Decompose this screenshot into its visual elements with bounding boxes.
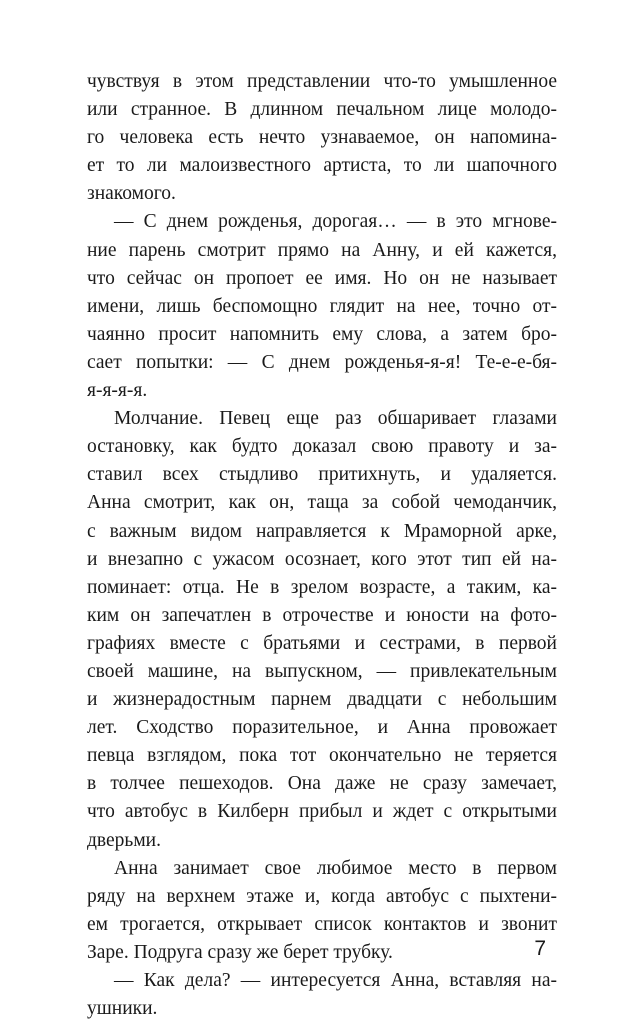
paragraph xyxy=(87,68,557,208)
text-line: Заре. Подруга сразу же берет трубку. xyxy=(87,941,393,963)
paragraph xyxy=(87,208,557,405)
text-line: ет то ли малоизвестного артиста, то ли шапочного xyxy=(87,155,557,177)
text-line: чаянно просит напомнить ему слова, а затем бро- xyxy=(87,323,557,345)
text-line: ставил всех стыдливо притихнуть, и удаляется. xyxy=(87,464,557,486)
text-line: ким он запечатлен в отрочестве и юности на фото- xyxy=(87,604,557,626)
text-line: Анна занимает свое любимое место в первом xyxy=(114,857,557,879)
text-line: графиях вместе с братьями и сестрами, в первой xyxy=(87,632,557,654)
text-line: что сейчас он пропоет ее имя. Но он не называет xyxy=(87,267,557,289)
text-line: поминает: отца. Не в зрелом возрасте, а таким, ка- xyxy=(87,576,557,598)
text-line: с важным видом направляется к Мраморной арке, xyxy=(87,520,557,542)
text-line: го человека есть нечто узнаваемое, он напомина- xyxy=(87,127,557,149)
text-line: остановку, как будто доказал свою правоту и за- xyxy=(87,436,557,458)
text-line: ние парень смотрит прямо на Анну, и ей кажется, xyxy=(87,239,557,261)
text-line: знакомого. xyxy=(87,183,176,205)
text-line: в толчее пешеходов. Она даже не сразу замечает, xyxy=(87,773,557,795)
text-line: чувствуя в этом представлении что-то умышленное xyxy=(87,71,557,92)
text-line: ушники. xyxy=(87,998,158,1020)
text-line: что автобус в Килберн прибыл и ждет с открытыми xyxy=(87,801,557,823)
text-line: или странное. В длинном печальном лице молодо- xyxy=(87,99,557,121)
text-line: и жизнерадостным парнем двадцати с небольшим xyxy=(87,689,557,711)
text-line: своей машине, на выпускном, — привлекательным xyxy=(87,660,557,682)
text-line: ряду на верхнем этаже и, когда автобус с пыхтени- xyxy=(87,885,557,907)
paragraph xyxy=(87,405,557,855)
paragraph xyxy=(87,967,557,1023)
text-line: ем трогается, открывает список контактов и звонит xyxy=(87,913,557,935)
text-line: я-я-я-я. xyxy=(87,380,148,402)
text-line: и внезапно с ужасом осознает, кого этот тип ей на- xyxy=(87,548,557,570)
text-line: сает попытки: — С днем рожденья-я-я! Те-е-е-бя- xyxy=(87,351,557,373)
text-line: лет. Сходство поразительное, и Анна провожает xyxy=(87,717,557,739)
page-number: 7 xyxy=(534,937,546,960)
text-line: — С днем рожденья, дорогая… — в это мгнове- xyxy=(114,211,557,233)
text-line: Анна смотрит, как он, таща за собой чемоданчик, xyxy=(87,492,557,514)
body-text xyxy=(87,68,557,1023)
text-line: певца взглядом, пока тот окончательно не теряется xyxy=(87,745,557,767)
text-line: имени, лишь беспомощно глядит на нее, точно от- xyxy=(87,295,557,317)
text-line: — Как дела? — интересуется Анна, вставляя на- xyxy=(114,970,557,991)
paragraph xyxy=(87,855,557,967)
text-line: дверьми. xyxy=(87,829,161,851)
text-line: Молчание. Певец еще раз обшаривает глазами xyxy=(114,408,557,430)
